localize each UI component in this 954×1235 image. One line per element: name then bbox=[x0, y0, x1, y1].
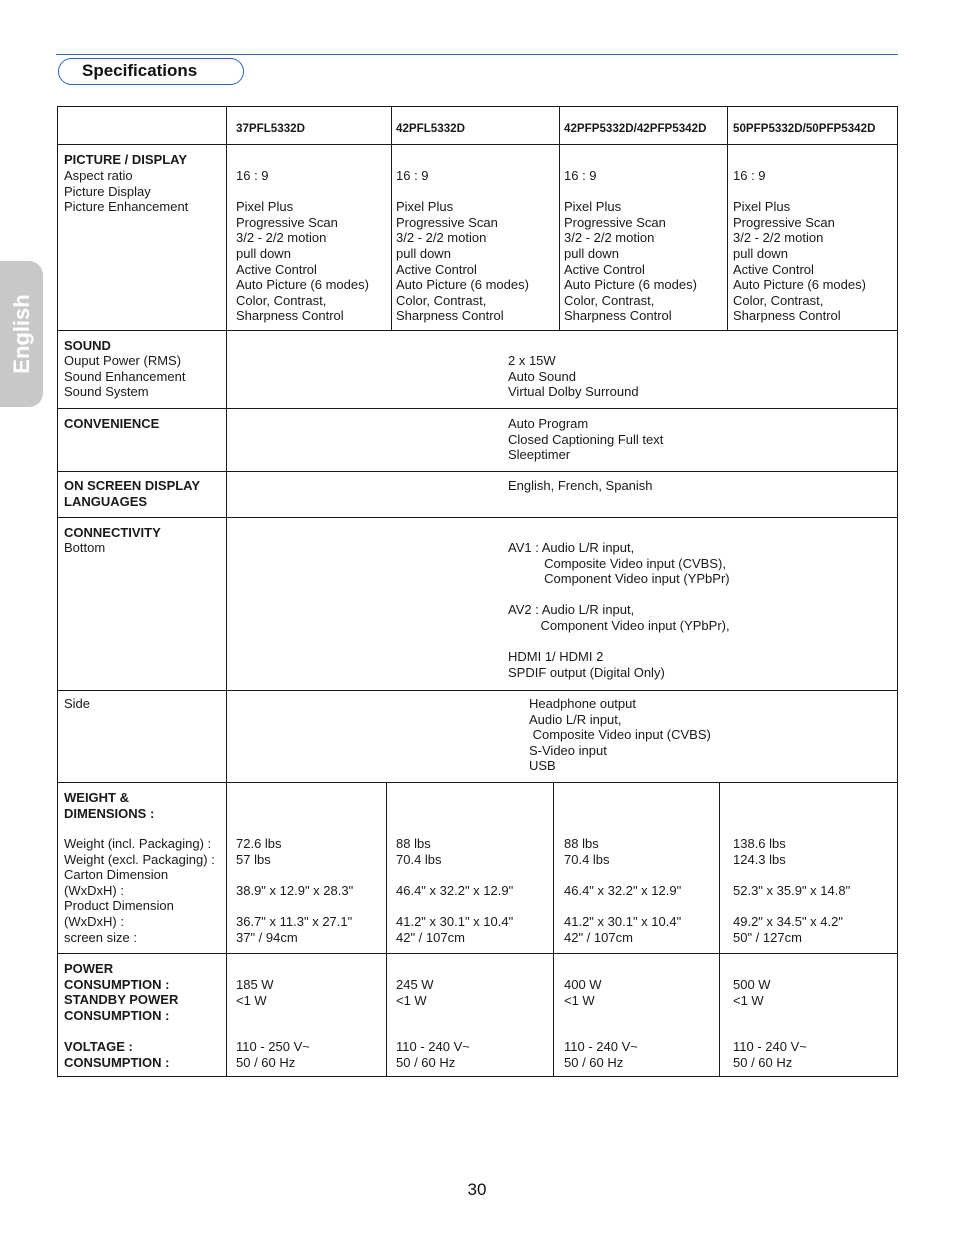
table-divider bbox=[391, 106, 392, 331]
section-heading: SOUND bbox=[64, 338, 111, 353]
table-divider bbox=[57, 953, 898, 954]
row-labels: Ouput Power (RMS) Sound Enhancement Sound System bbox=[64, 353, 186, 400]
cell-value: 2 x 15W Auto Sound Virtual Dolby Surround bbox=[508, 353, 639, 400]
cell-value: 110 - 250 V~ 50 / 60 Hz bbox=[236, 1039, 310, 1070]
section-heading: CONVENIENCE bbox=[64, 416, 160, 431]
cell-value: English, French, Spanish bbox=[508, 478, 653, 493]
row-labels: Weight (incl. Packaging) : Weight (excl. Packaging) : Carton Dimension (WxDxH) : Product Dimension (WxDxH) : screen size : bbox=[64, 836, 215, 945]
language-tab-label: English bbox=[8, 294, 34, 374]
section-heading: POWER CONSUMPTION : STANDBY POWER CONSUMPTION : bbox=[64, 961, 179, 1023]
table-divider bbox=[57, 782, 898, 783]
table-divider bbox=[727, 106, 728, 331]
page-number: 30 bbox=[467, 1180, 487, 1199]
cell-value: AV1 : Audio L/R input, Composite Video input (CVBS), Component Video input (YPbPr) AV2 : Audio L/R input, Component Video input (YPbPr), HDMI 1/ HDMI 2 SPDIF output (Digital Only) bbox=[508, 540, 730, 680]
model-header: 42PFL5332D bbox=[396, 122, 465, 135]
cell-value: Headphone output Audio L/R input, Composite Video input (CVBS) S-Video input USB bbox=[529, 696, 711, 774]
table-divider bbox=[559, 106, 560, 331]
page-title: Specifications bbox=[58, 58, 244, 85]
cell-value: Auto Program Closed Captioning Full text Sleeptimer bbox=[508, 416, 664, 463]
table-divider bbox=[226, 106, 227, 1077]
header-rule bbox=[56, 54, 898, 55]
language-tab bbox=[0, 261, 43, 407]
row-labels: Side bbox=[64, 696, 91, 711]
section-heading: CONNECTIVITY bbox=[64, 525, 161, 540]
cell-value: 16 : 9 Pixel Plus Progressive Scan 3/2 - 2/2 motion pull down Active Control Auto Picture (6 modes) Color, Contrast, Sharpness Control bbox=[564, 168, 697, 324]
section-heading: PICTURE / DISPLAY bbox=[64, 152, 188, 167]
section-heading: ON SCREEN DISPLAY LANGUAGES bbox=[64, 478, 201, 509]
table-divider bbox=[57, 330, 898, 331]
cell-value: 185 W <1 W bbox=[236, 977, 274, 1008]
cell-value: 72.6 lbs 57 lbs 38.9" x 12.9" x 28.3" 36.7" x 11.3" x 27.1" 37" / 94cm bbox=[236, 836, 354, 945]
model-header: 37PFL5332D bbox=[236, 122, 305, 135]
cell-value: 138.6 lbs 124.3 lbs 52.3" x 35.9" x 14.8" 49.2" x 34.5" x 4.2" 50" / 127cm bbox=[733, 836, 851, 945]
cell-value: 110 - 240 V~ 50 / 60 Hz bbox=[733, 1039, 807, 1070]
cell-value: 88 lbs 70.4 lbs 46.4" x 32.2" x 12.9" 41.2" x 30.1" x 10.4" 42" / 107cm bbox=[564, 836, 682, 945]
table-divider bbox=[57, 471, 898, 472]
section-heading: VOLTAGE : CONSUMPTION : bbox=[64, 1039, 170, 1070]
row-labels: Bottom bbox=[64, 540, 106, 555]
table-divider bbox=[386, 783, 387, 1077]
row-labels: Aspect ratio Picture Display Picture Enhancement bbox=[64, 168, 189, 215]
cell-value: 110 - 240 V~ 50 / 60 Hz bbox=[564, 1039, 638, 1070]
table-divider bbox=[57, 517, 898, 518]
table-divider bbox=[57, 690, 898, 691]
cell-value: 16 : 9 Pixel Plus Progressive Scan 3/2 - 2/2 motion pull down Active Control Auto Picture (6 modes) Color, Contrast, Sharpness Control bbox=[733, 168, 866, 324]
table-divider bbox=[719, 783, 720, 1077]
cell-value: 400 W <1 W bbox=[564, 977, 602, 1008]
table-divider bbox=[57, 144, 898, 145]
cell-value: 500 W <1 W bbox=[733, 977, 771, 1008]
cell-value: 16 : 9 Pixel Plus Progressive Scan 3/2 - 2/2 motion pull down Active Control Auto Picture (6 modes) Color, Contrast, Sharpness Control bbox=[396, 168, 529, 324]
model-header: 50PFP5332D/50PFP5342D bbox=[733, 122, 876, 135]
cell-value: 88 lbs 70.4 lbs 46.4" x 32.2" x 12.9" 41.2" x 30.1" x 10.4" 42" / 107cm bbox=[396, 836, 514, 945]
table-divider bbox=[57, 408, 898, 409]
model-header: 42PFP5332D/42PFP5342D bbox=[564, 122, 707, 135]
cell-value: 16 : 9 Pixel Plus Progressive Scan 3/2 - 2/2 motion pull down Active Control Auto Picture (6 modes) Color, Contrast, Sharpness Control bbox=[236, 168, 369, 324]
section-heading: WEIGHT & DIMENSIONS : bbox=[64, 790, 155, 821]
table-divider bbox=[553, 783, 554, 1077]
cell-value: 245 W <1 W bbox=[396, 977, 434, 1008]
cell-value: 110 - 240 V~ 50 / 60 Hz bbox=[396, 1039, 470, 1070]
